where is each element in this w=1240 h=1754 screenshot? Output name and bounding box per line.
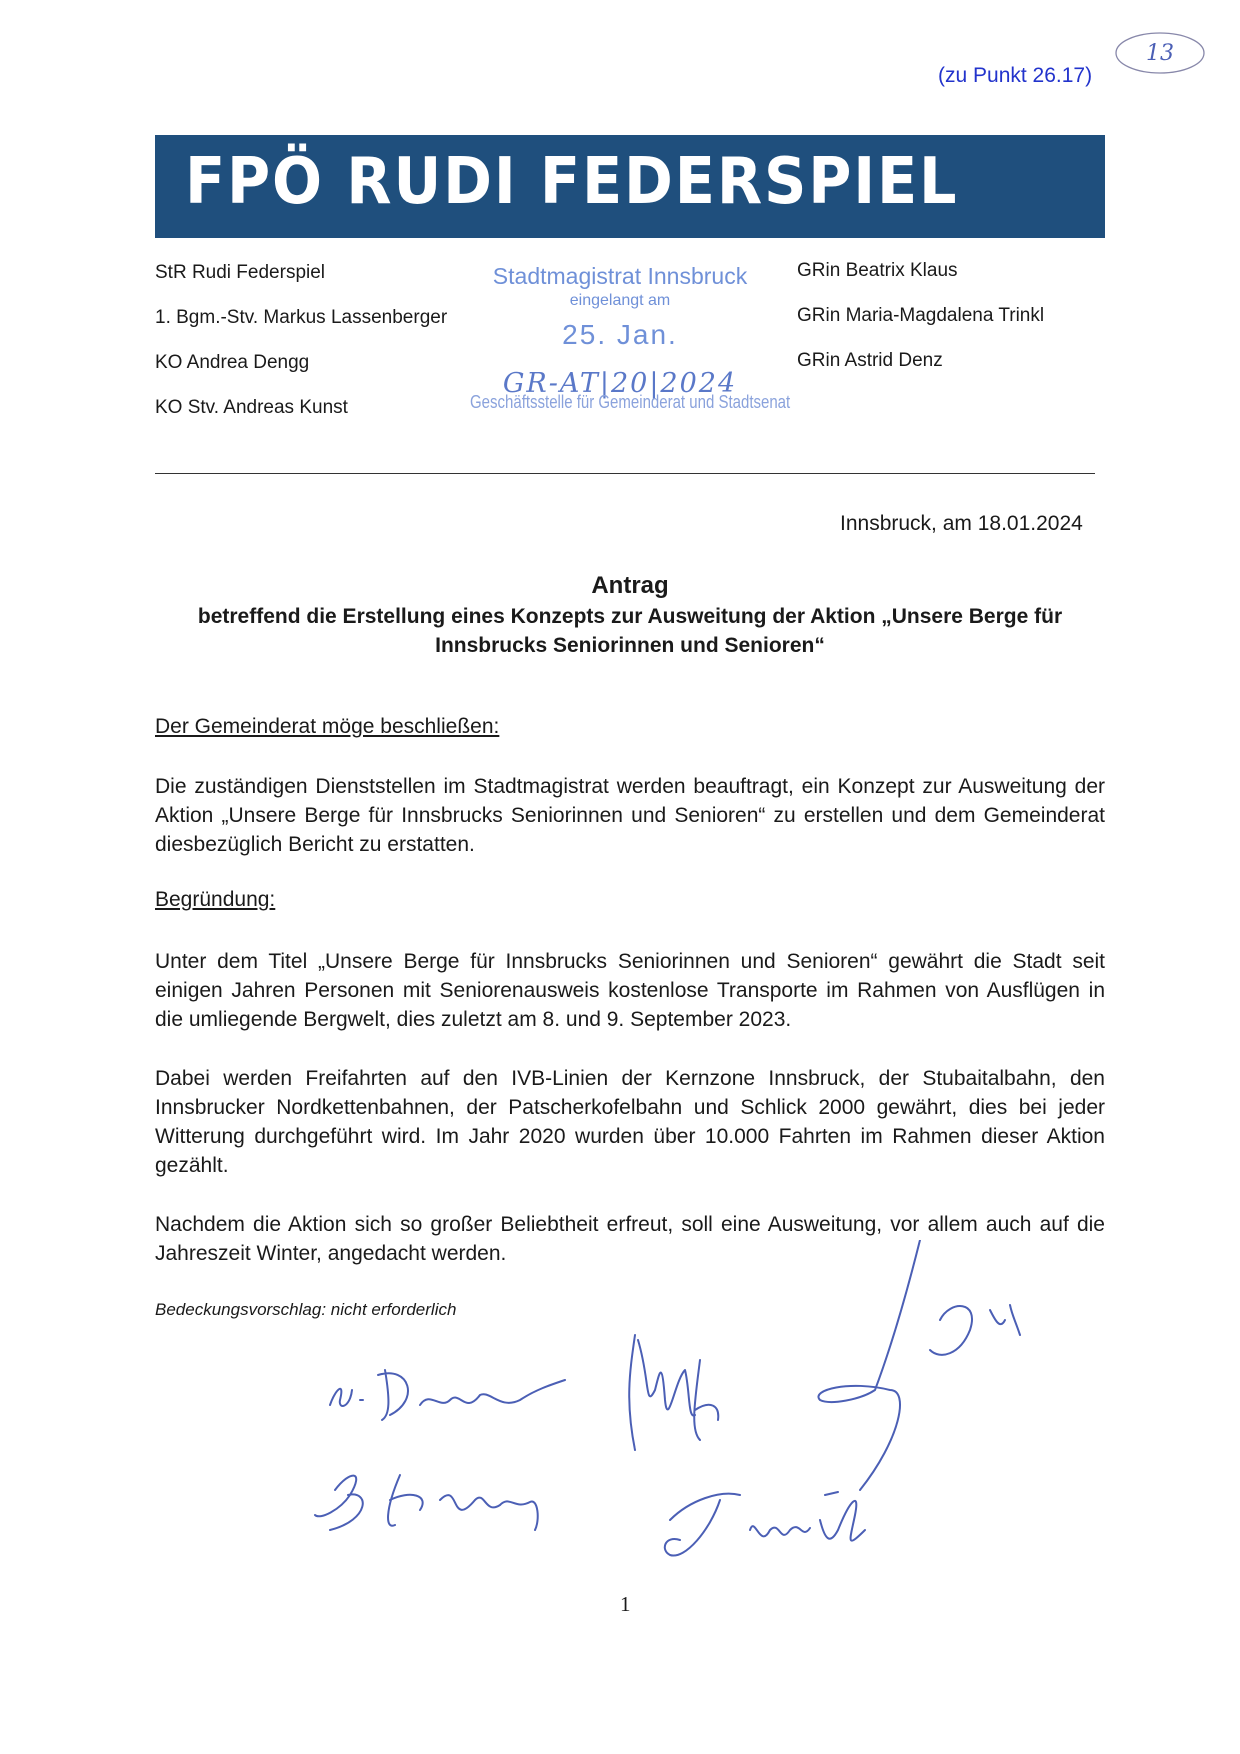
signatory: GRin Astrid Denz bbox=[797, 350, 943, 371]
reason-paragraph-3: Nachdem die Aktion sich so großer Beliebtheit erfreut, soll eine Ausweitung, vor allem auch auf die Jahreszeit Winter, angedacht werden. bbox=[155, 1213, 1105, 1265]
stamp-office: Geschäftsstelle für Gemeinderat und Stadtsenat bbox=[470, 392, 791, 413]
signatory: GRin Beatrix Klaus bbox=[797, 260, 958, 281]
reason-paragraph-2: Dabei werden Freifahrten auf den IVB-Linien der Kernzone Innsbruck, der Stubaitalbahn, den Innsbrucker Nordkettenbahnen, der Patscherkofelbahn und Schlick 2000 gewährt, dies bei jeder Witterung durchgeführt wird. Im Jahr 2020 wurden über 10.000 Fahrten im Rahmen dieser Aktion gezählt. bbox=[155, 1067, 1105, 1177]
signatory: 1. Bgm.-Stv. Markus Lassenberger bbox=[155, 307, 448, 328]
signatories-right bbox=[797, 248, 1044, 383]
signature-trinkl bbox=[665, 1492, 865, 1556]
signatory: GRin Maria-Magdalena Trinkl bbox=[797, 305, 1045, 326]
handwritten-number: 13 bbox=[1146, 41, 1174, 66]
signature-kunst bbox=[629, 1335, 718, 1450]
handwritten-signatures bbox=[290, 1240, 1190, 1610]
signatory: StR Rudi Federspiel bbox=[155, 262, 326, 283]
banner-title: FPÖ RUDI FEDERSPIEL bbox=[185, 145, 959, 219]
agenda-reference: (zu Punkt 26.17) bbox=[938, 64, 1093, 87]
party-banner bbox=[155, 135, 1105, 238]
stamp-received-label: eingelangt am bbox=[569, 292, 671, 309]
resolution-heading: Der Gemeinderat möge beschließen: bbox=[155, 715, 500, 738]
reason-heading: Begründung: bbox=[155, 888, 276, 911]
handwritten-number-circle bbox=[1110, 28, 1210, 78]
header-divider bbox=[155, 473, 1095, 474]
stamp-handwritten-reference: GR-AT|20|2024 bbox=[502, 368, 738, 399]
signature-federspiel bbox=[818, 1240, 1020, 1490]
place-date: Innsbruck, am 18.01.2024 bbox=[840, 512, 1083, 535]
page-number: 1 bbox=[620, 1592, 631, 1616]
signature-klaus bbox=[315, 1475, 538, 1530]
reason-paragraph-1: Unter dem Titel „Unsere Berge für Innsbrucks Seniorinnen und Senioren“ gewährt die Stadt seit einigen Jahren Personen mit Seniorenausweis kostenlose Transporte im Rahmen von Ausflügen in die umliegende Bergwelt, dies zuletzt am 8. und 9. September 2023. bbox=[155, 950, 1105, 1031]
coverage-note: Bedeckungsvorschlag: nicht erforderlich bbox=[155, 1300, 457, 1319]
stamp-title: Stadtmagistrat Innsbruck bbox=[492, 263, 748, 289]
resolution-text: Die zuständigen Dienststellen im Stadtmagistrat werden beauftragt, ein Konzept zur Ausweitung der Aktion „Unsere Berge für Innsbrucks Seniorinnen und Senioren“ zu erstellen und dem Gemeinderat diesbezüglich Bericht zu erstatten. bbox=[155, 775, 1105, 856]
signatories-left bbox=[155, 250, 447, 430]
document-subtitle: betreffend die Erstellung eines Konzepts zur Ausweitung der Aktion „Unsere Berge für Innsbrucks Seniorinnen und Senioren“ bbox=[197, 605, 1063, 657]
stamp-date: 25. Jan. bbox=[562, 319, 678, 350]
signatory: KO Stv. Andreas Kunst bbox=[155, 397, 348, 418]
received-stamp bbox=[470, 262, 791, 413]
document-title: Antrag bbox=[591, 572, 669, 599]
signatory: KO Andrea Dengg bbox=[155, 352, 310, 373]
signature-denz bbox=[330, 1370, 565, 1420]
